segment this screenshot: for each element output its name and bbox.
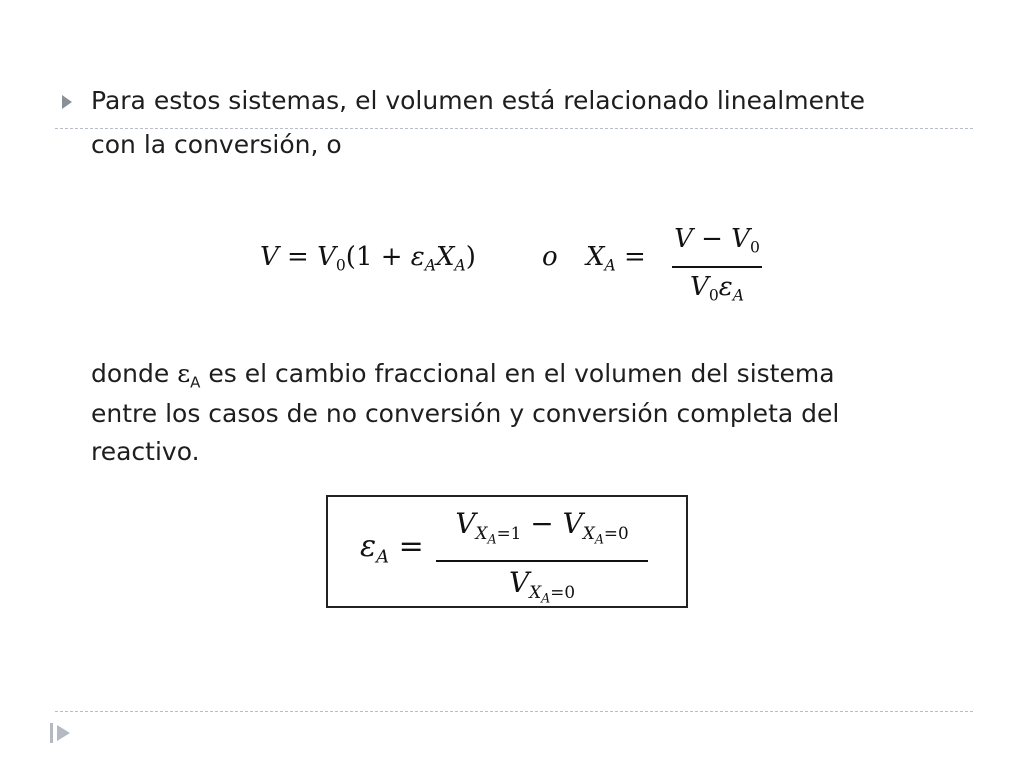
bottom-divider (55, 711, 973, 712)
epsilon-denominator: $V_{X_A=0}$ (508, 566, 576, 606)
volume-expression: $V = V_0(1 + \varepsilon_AX_A)$ (260, 242, 476, 275)
paragraph1-line2: con la conversión, o (91, 130, 342, 159)
fraction-denominator: $V_0\varepsilon_A$ (690, 272, 744, 305)
fraction-bar (672, 266, 762, 268)
fraction-numerator: $V - V_0$ (674, 224, 760, 257)
paragraph2-line3: reactivo. (91, 437, 200, 466)
epsilon-symbol: ε (177, 359, 191, 388)
paragraph2-line1: donde $\varepsilon_A$ es el cambio fraccional en el volumen del sistema (91, 359, 835, 392)
conversion-fraction (672, 222, 762, 313)
epsilon-lhs: $\varepsilon_A$ = (360, 529, 424, 568)
slide-navigation-icon[interactable] (48, 721, 72, 745)
paragraph2-line2: entre los casos de no conversión y conversión completa del (91, 399, 840, 428)
bullet-triangle-icon (62, 95, 72, 109)
equation-connector: o (542, 242, 558, 272)
boxed-epsilon-equation (326, 495, 688, 608)
epsilon-numerator: $V_{X_A=1} - V_{X_A=0}$ (455, 507, 629, 547)
conversion-lhs: $X_A$ = (586, 242, 646, 275)
epsilon-fraction (436, 503, 648, 620)
paragraph1-line1: Para estos sistemas, el volumen está relacionado linealmente (91, 86, 865, 115)
